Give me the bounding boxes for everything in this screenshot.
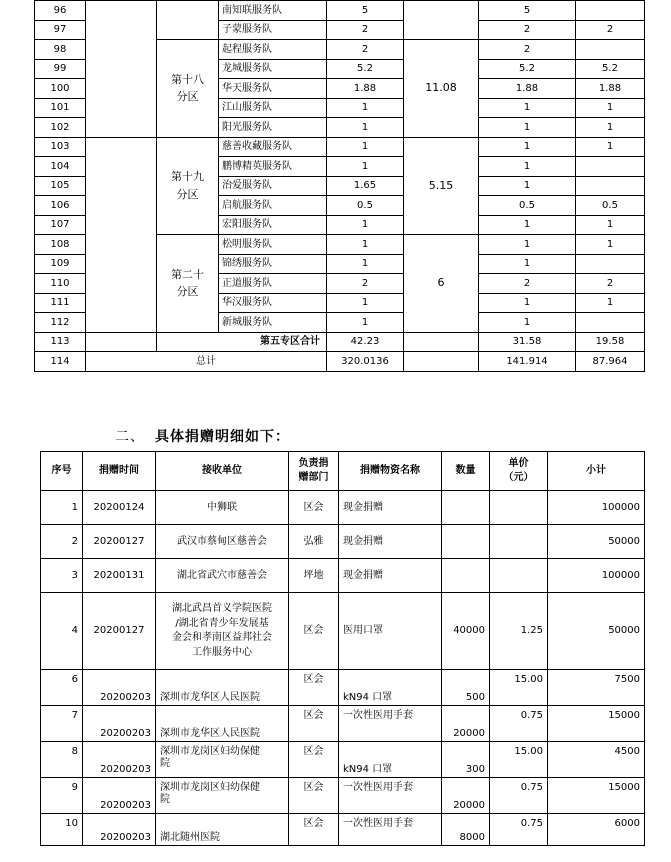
section-heading	[115, 426, 290, 446]
subtotal-label: 第五专区合计	[157, 332, 327, 352]
table-row: 106 启航服务队 0.5 0.5 0.5	[35, 196, 645, 216]
table-row: 111 华汉服务队 1 1 1	[35, 293, 645, 313]
table-row: 110 正道服务队 2 2 2	[35, 274, 645, 294]
table-row: 109 锦绣服务队 1 1	[35, 254, 645, 274]
header-row	[41, 452, 645, 491]
col-header-price: 单价 （元）	[490, 452, 548, 491]
table-row: 96 南知联服务队 5 5	[35, 1, 645, 21]
group-20-total: 6	[404, 235, 479, 333]
receiving-unit: 深圳市龙岗区妇幼保健 院	[156, 742, 289, 778]
section-number: 二、	[115, 429, 145, 445]
col-header-qty: 数量	[442, 452, 490, 491]
table-row: 97 子蒙服务队 2 2 2	[35, 20, 645, 40]
table-row: 103 第十九 分区 慈善收藏服务队 1 5.15 1 1	[35, 137, 645, 157]
col-header-no: 序号	[41, 452, 83, 491]
table-row: 104 鹏博精英服务队 1 1	[35, 157, 645, 177]
group-cell	[157, 1, 219, 40]
table-row: 3 20200131 湖北省武穴市慈善会 坪地 现金捐赠 100000	[41, 559, 645, 593]
group-18-label: 第十八 分区	[157, 40, 219, 138]
table-row: 101 江山服务队 1 1 1	[35, 98, 645, 118]
summary-table	[34, 0, 645, 372]
table-row: 105 治爱服务队 1.65 1	[35, 176, 645, 196]
table-row: 108 第二十 分区 松明服务队 1 6 1 1	[35, 235, 645, 255]
district-cell	[86, 1, 157, 138]
table-row: 8 20200203 深圳市龙岗区妇幼保健 院 区会 kN94 口罩 300 15.00 4500	[41, 742, 645, 778]
total-row: 114 总计 320.0136 141.914 87.964	[35, 352, 645, 372]
table-row: 99 龙城服务队 5.2 5.2 5.2	[35, 59, 645, 79]
group-20-label: 第二十 分区	[157, 235, 219, 333]
col-header-dept: 负责捐 赠部门	[289, 452, 339, 491]
table-row: 6 20200203 深圳市龙华区人民医院 区会 kN94 口罩 500 15.00 7500	[41, 670, 645, 706]
group-19-total: 5.15	[404, 137, 479, 235]
table-row: 9 20200203 深圳市龙岗区妇幼保健 院 区会 一次性医用手套 20000 0.75 15000	[41, 778, 645, 814]
group-total-cell	[404, 1, 479, 40]
donation-detail-table	[40, 451, 645, 846]
table-row: 102 阳光服务队 1 1 1	[35, 118, 645, 138]
table-row: 100 华天服务队 1.88 1.88 1.88	[35, 79, 645, 99]
receiving-unit: 湖北武昌首义学院医院 /湖北省青少年发展基 金会和孝南区益邦社会 工作服务中心	[156, 593, 289, 670]
table-row: 107 宏阳服务队 1 1 1	[35, 215, 645, 235]
col-header-date: 捐赠时间	[83, 452, 156, 491]
total-label: 总计	[86, 352, 327, 372]
table-row: 7 20200203 深圳市龙华区人民医院 区会 一次性医用手套 20000 0.75 15000	[41, 706, 645, 742]
table-row: 112 新城服务队 1 1	[35, 313, 645, 333]
col-header-unit: 接收单位	[156, 452, 289, 491]
section-title: 具体捐赠明细如下：	[155, 429, 290, 445]
table-row: 2 20200127 武汉市蔡甸区慈善会 弘雅 现金捐赠 50000	[41, 525, 645, 559]
col-header-subtotal: 小计	[548, 452, 645, 491]
table-row: 1 20200124 中狮联 区会 现金捐赠 100000	[41, 491, 645, 525]
group-19-label: 第十九 分区	[157, 137, 219, 235]
table-row: 10 20200203 湖北随州医院 区会 一次性医用手套 8000 0.75 6000	[41, 814, 645, 846]
district-cell	[86, 137, 157, 332]
table-row: 98 第十八 分区 起程服务队 2 11.08 2	[35, 40, 645, 60]
group-18-total: 11.08	[404, 40, 479, 138]
col-header-item: 捐赠物资名称	[339, 452, 442, 491]
subtotal-row: 113 第五专区合计 42.23 31.58 19.58	[35, 332, 645, 352]
table-row: 4 20200127 湖北武昌首义学院医院 /湖北省青少年发展基 金会和孝南区益邦社会 工作服务中心 区会 医用口罩 40000 1.25 50000	[41, 593, 645, 670]
receiving-unit: 深圳市龙岗区妇幼保健 院	[156, 778, 289, 814]
